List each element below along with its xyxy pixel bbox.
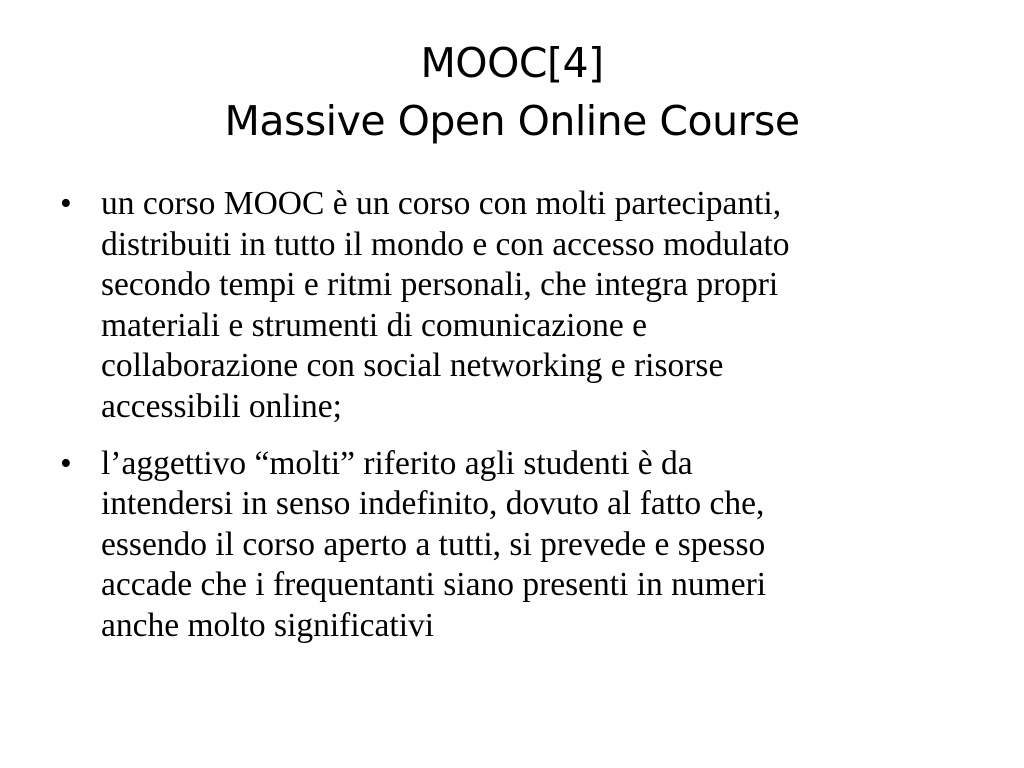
- bullet-1-line-2: distribuiti in tutto il mondo e con accesso modulato: [101, 225, 790, 263]
- bullet-1-line-6: accessibili online;: [101, 387, 342, 425]
- bullet-1-line-5: collaborazione con social networking e risorse: [101, 347, 724, 385]
- title-line-2: Massive Open Online Course: [224, 97, 800, 145]
- bullet-list: [60, 184, 980, 663]
- bullet-2-line-3: essendo il corso aperto a tutti, si prevede e spesso: [101, 525, 766, 563]
- bullet-1-line-3: secondo tempi e ritmi personali, che integra propri: [101, 266, 779, 304]
- bullet-item-2: [60, 444, 980, 647]
- title-line-1: MOOC[4]: [420, 39, 604, 87]
- bullet-dot-icon: •: [60, 444, 72, 482]
- slide-title: [60, 34, 964, 150]
- bullet-2-line-2: intendersi in senso indefinito, dovuto al fatto che,: [101, 485, 765, 523]
- bullet-2-line-4: accade che i frequentanti siano presenti in numeri: [101, 566, 767, 604]
- bullet-1-line-4: materiali e strumenti di comunicazione e: [101, 306, 648, 344]
- bullet-2-line-5: anche molto significativi: [101, 606, 435, 644]
- bullet-2-line-1: l’aggettivo “molti” riferito agli studenti è da: [101, 444, 693, 482]
- bullet-1-line-1: un corso MOOC è un corso con molti partecipanti,: [101, 185, 782, 222]
- bullet-item-1: [60, 184, 980, 428]
- bullet-dot-icon: •: [60, 185, 72, 222]
